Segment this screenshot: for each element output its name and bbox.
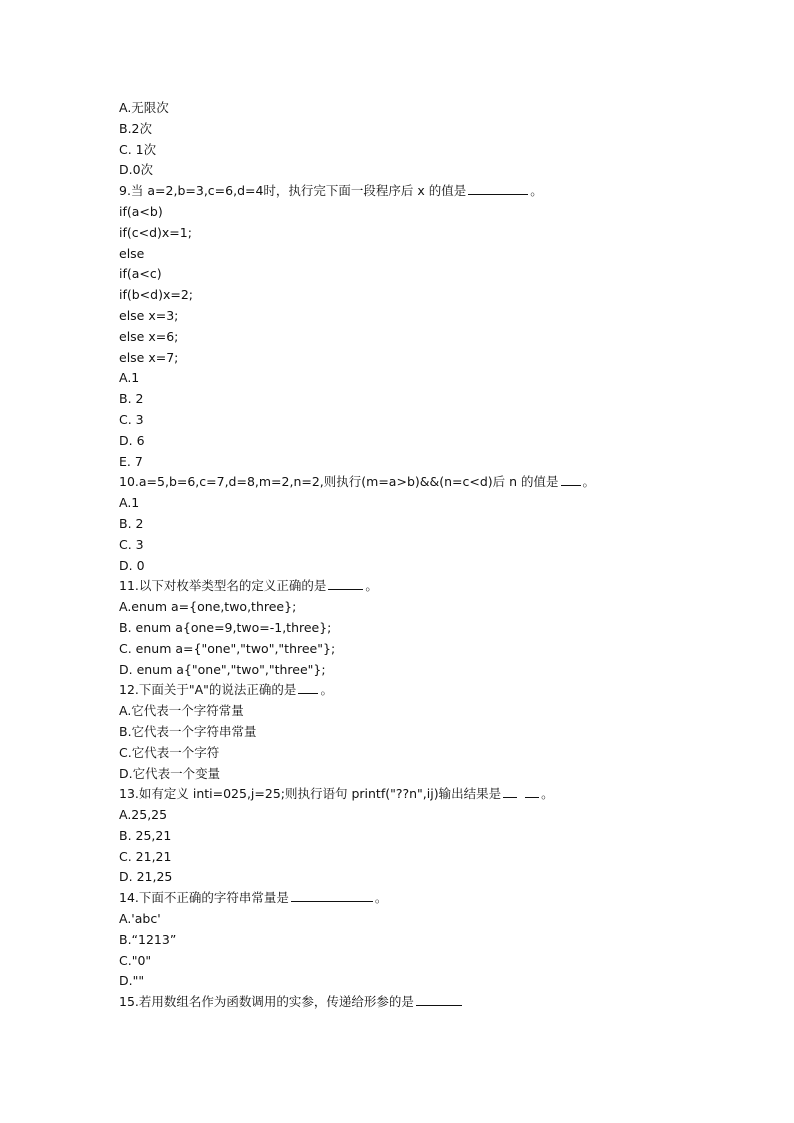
q8-option-c: C. 1次 (119, 141, 157, 157)
q13-stem (119, 784, 719, 805)
q14-stem-end: 。 (374, 890, 388, 906)
q10-option-b: B. 2 (119, 515, 144, 531)
q8-option-b: B.2次 (119, 120, 153, 136)
q12-answer-blank (298, 680, 318, 694)
q11-stem (119, 576, 719, 597)
q9-option-c: C. 3 (119, 411, 144, 427)
q9-answer-blank (468, 181, 528, 195)
document-page (119, 98, 719, 1013)
q8-option-d: D.0次 (119, 162, 154, 178)
q14-stem-text: 14.下面不正确的字符串常量是 (119, 890, 289, 906)
q15-stem-text: 15.若用数组名作为函数调用的实参，传递给形参的是 (119, 994, 414, 1010)
q12-option-b: B.它代表一个字符串常量 (119, 723, 257, 739)
q15-answer-blank (416, 992, 462, 1006)
q15-stem (119, 992, 719, 1013)
q12-option-c: C.它代表一个字符 (119, 744, 220, 760)
q13-option-b: B. 25,21 (119, 827, 172, 843)
q12-option-d: D.它代表一个变量 (119, 765, 221, 781)
q14-answer-blank (291, 888, 373, 902)
q9-code-line: else x=6; (119, 328, 179, 344)
q11-answer-blank (328, 576, 363, 590)
q10-stem-text: 10.a=5,b=6,c=7,d=8,m=2,n=2,则执行(m=a>b)&&(n=c<d)后 n 的值是 (119, 474, 559, 490)
q13-option-a: A.25,25 (119, 807, 168, 823)
q10-option-a: A.1 (119, 495, 140, 511)
q14-option-c: C."0" (119, 952, 152, 968)
q9-stem-text: 9.当 a=2,b=3,c=6,d=4时，执行完下面一段程序后 x 的值是 (119, 183, 467, 199)
q14-option-a: A.'abc' (119, 911, 161, 927)
q9-code-line: else x=7; (119, 349, 179, 365)
q9-code-line: if(b<d)x=2; (119, 287, 194, 303)
q9-option-b: B. 2 (119, 391, 144, 407)
q13-answer-blank-2 (525, 784, 539, 798)
q10-answer-blank (561, 472, 581, 486)
q10-option-d: D. 0 (119, 557, 145, 573)
q9-option-a: A.1 (119, 370, 140, 386)
q13-option-c: C. 21,21 (119, 848, 172, 864)
q10-stem (119, 472, 719, 493)
q14-stem (119, 888, 719, 909)
q9-code-line: if(a<c) (119, 266, 162, 282)
q9-code-line: else (119, 245, 145, 261)
q12-option-a: A.它代表一个字符常量 (119, 703, 244, 719)
q13-stem-end: 。 (541, 786, 554, 802)
q9-option-e: E. 7 (119, 453, 143, 469)
q9-stem-end: 。 (530, 183, 543, 199)
q11-option-d: D. enum a{"one","two","three"}; (119, 661, 326, 677)
q12-stem-text: 12.下面关于"A"的说法正确的是 (119, 682, 297, 698)
q14-option-b: B.“1213” (119, 931, 177, 947)
q9-stem (119, 181, 719, 202)
q11-option-c: C. enum a={"one","two","three"}; (119, 640, 336, 656)
q13-option-d: D. 21,25 (119, 869, 173, 885)
q9-code-line: if(c<d)x=1; (119, 224, 192, 240)
q10-stem-end: 。 (582, 474, 596, 490)
q11-stem-end: 。 (365, 578, 378, 594)
q11-option-a: A.enum a={one,two,three}; (119, 599, 297, 615)
q9-code-line: else x=3; (119, 307, 179, 323)
q13-stem-text: 13.如有定义 inti=025,j=25;则执行语句 printf("??n",ij)输出结果是 (119, 786, 502, 802)
q10-option-c: C. 3 (119, 536, 144, 552)
q13-answer-blank-1 (503, 784, 517, 798)
q9-code-line: if(a<b) (119, 203, 163, 219)
q12-stem-end: 。 (320, 682, 333, 698)
q12-stem (119, 680, 719, 701)
q8-option-a: A.无限次 (119, 100, 169, 115)
q14-option-d: D."" (119, 973, 145, 989)
q11-option-b: B. enum a{one=9,two=-1,three}; (119, 619, 332, 635)
q11-stem-text: 11.以下对枚举类型名的定义正确的是 (119, 578, 327, 594)
q9-option-d: D. 6 (119, 432, 145, 448)
